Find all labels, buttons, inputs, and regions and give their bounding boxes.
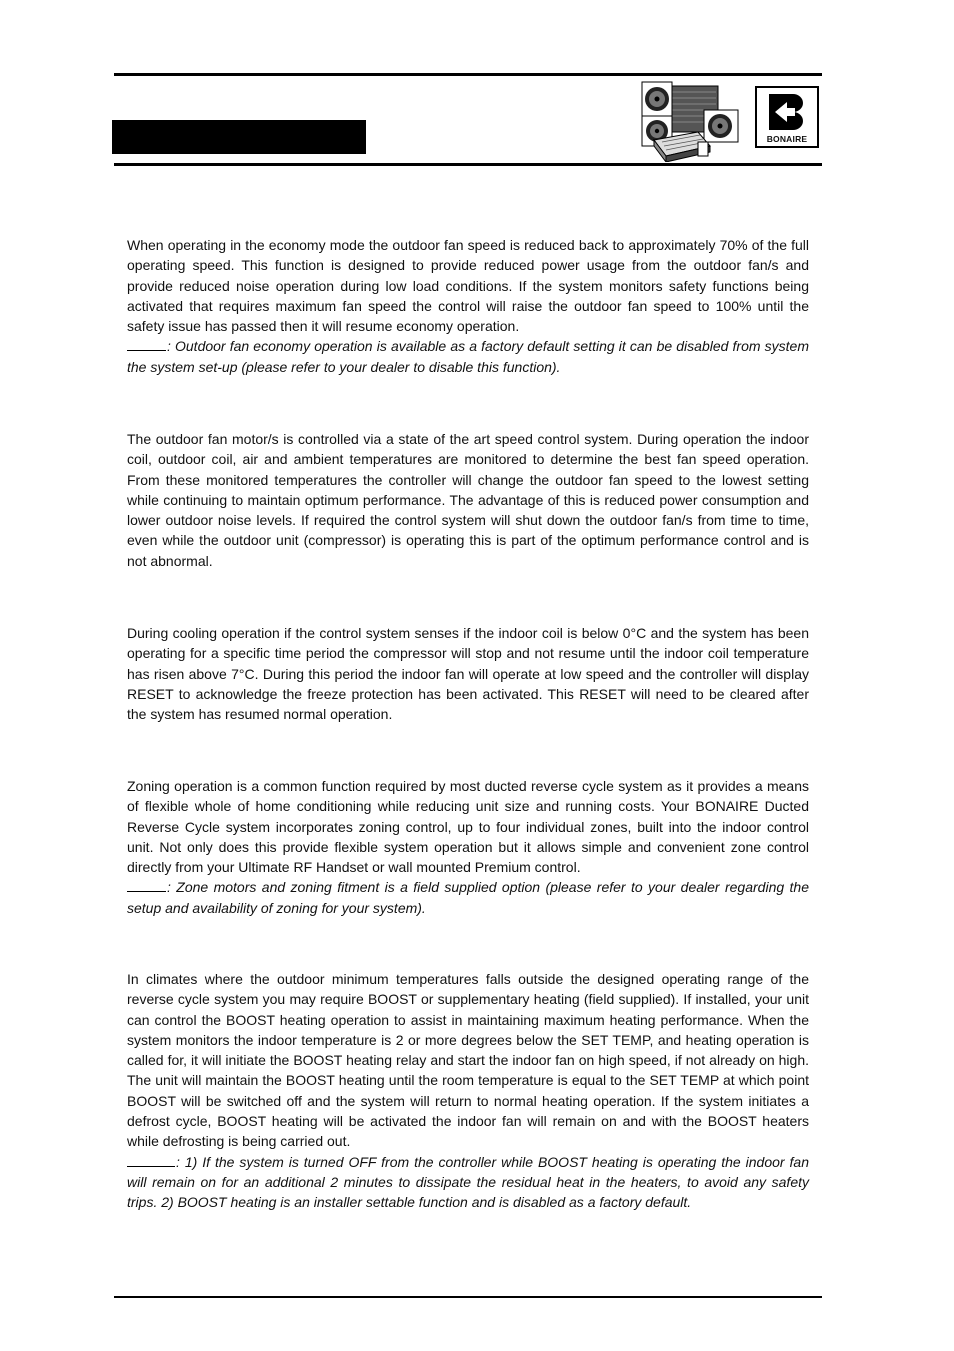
note-label-underline — [127, 1153, 175, 1167]
header-top-rule — [114, 73, 822, 76]
bonaire-logo — [755, 86, 819, 148]
section-note — [127, 1152, 809, 1213]
section-note — [127, 336, 809, 377]
footer-rule — [114, 1296, 822, 1298]
section-zoning-operation — [127, 776, 809, 918]
section-freeze-protection — [127, 623, 809, 724]
note-text: : Outdoor fan economy operation is available as a factory default setting it can be disabled from system the system set-up (please refer to your dealer to disable this function). — [127, 338, 809, 375]
note-text: : 1) If the system is turned OFF from the controller while BOOST heating is operating the indoor fan will remain on for an additional 2 minutes to dissipate the residual heat in the heaters, to avoid any safety trips. 2) BOOST heating is an installer settable function and is disabled as a factory default. — [127, 1153, 809, 1211]
note-text: : Zone motors and zoning fitment is a field supplied option (please refer to your dealer regarding the setup and availability of zoning for your system). — [127, 879, 809, 916]
section-body: When operating in the economy mode the outdoor fan speed is reduced back to approximately 70% of the full operating speed. This function is designed to provide reduced power usage from the outdoor fan/s and provide reduced noise operation during low load conditions. If the system monitors safety functions being activated that requires maximum fan speed the control will raise the outdoor fan speed to 100% until the safety issue has passed then it will resume economy operation. — [127, 237, 809, 335]
header-bottom-rule — [114, 163, 822, 166]
section-body: The outdoor fan motor/s is controlled via a state of the art speed control system. During operation the indoor coil, outdoor coil, air and ambient temperatures are monitored to determine the best fan speed operation. From these monitored temperatures the controller will change the outdoor fan speed to the lowest setting while continuing to maintain optimum performance. The advantage of this is reduced power consumption and lower outdoor noise levels. If required the control system will shut down the outdoor fan/s from time to time, even while the outdoor unit (compressor) is operating this is part of the optimum performance control and is not abnormal. — [127, 431, 809, 569]
brand-name: BONAIRE — [766, 134, 808, 144]
note-label-underline — [127, 337, 166, 351]
title-bar — [112, 120, 366, 154]
air-conditioner-units-illustration — [640, 80, 740, 162]
section-boost-heating — [127, 969, 809, 1213]
section-body: During cooling operation if the control system senses if the indoor coil is below 0°C and the system has been operating for a specific time period the compressor will stop and not resume until the indoor coil temperature has risen above 7°C. During this period the indoor fan will operate at low speed and the controller will display RESET to acknowledge the freeze protection has been activated. This RESET will need to be cleared after the system has resumed normal operation. — [127, 625, 809, 723]
note-label-underline — [127, 878, 166, 892]
section-body: Zoning operation is a common function required by most ducted reverse cycle system as it provides a means of flexible whole of home conditioning while reducing unit size and running costs. Your BONAIRE Ducted Reverse Cycle system incorporates zoning control, up to four individual zones, built into the indoor control unit. Not only does this provide flexible system operation but it allows simple and convenient zone control directly from your Ultimate RF Handset or wall mounted Premium control. — [127, 778, 809, 876]
section-body: In climates where the outdoor minimum temperatures falls outside the designed operating range of the reverse cycle system you may require BOOST or supplementary heating (field supplied). If installed, your unit can control the BOOST heating operation to assist in maintaining maximum heating performance. When the system monitors the indoor temperature is 2 or more degrees below the SET TEMP, and heating operation is called for, it will initiate the BOOST heating relay and start the indoor fan on high speed, if not already on high. The unit will maintain the BOOST heating until the room temperature is equal to the SET TEMP at which point BOOST will be switched off and the system will return to normal heating operation. If the system initiates a defrost cycle, BOOST heating will be activated the indoor fan will remain on and with the BOOST heaters while defrosting is being carried out. — [127, 971, 809, 1150]
section-outdoor-fan-economy — [127, 235, 809, 377]
section-note — [127, 877, 809, 918]
section-outdoor-fan-speed-control — [127, 429, 809, 571]
